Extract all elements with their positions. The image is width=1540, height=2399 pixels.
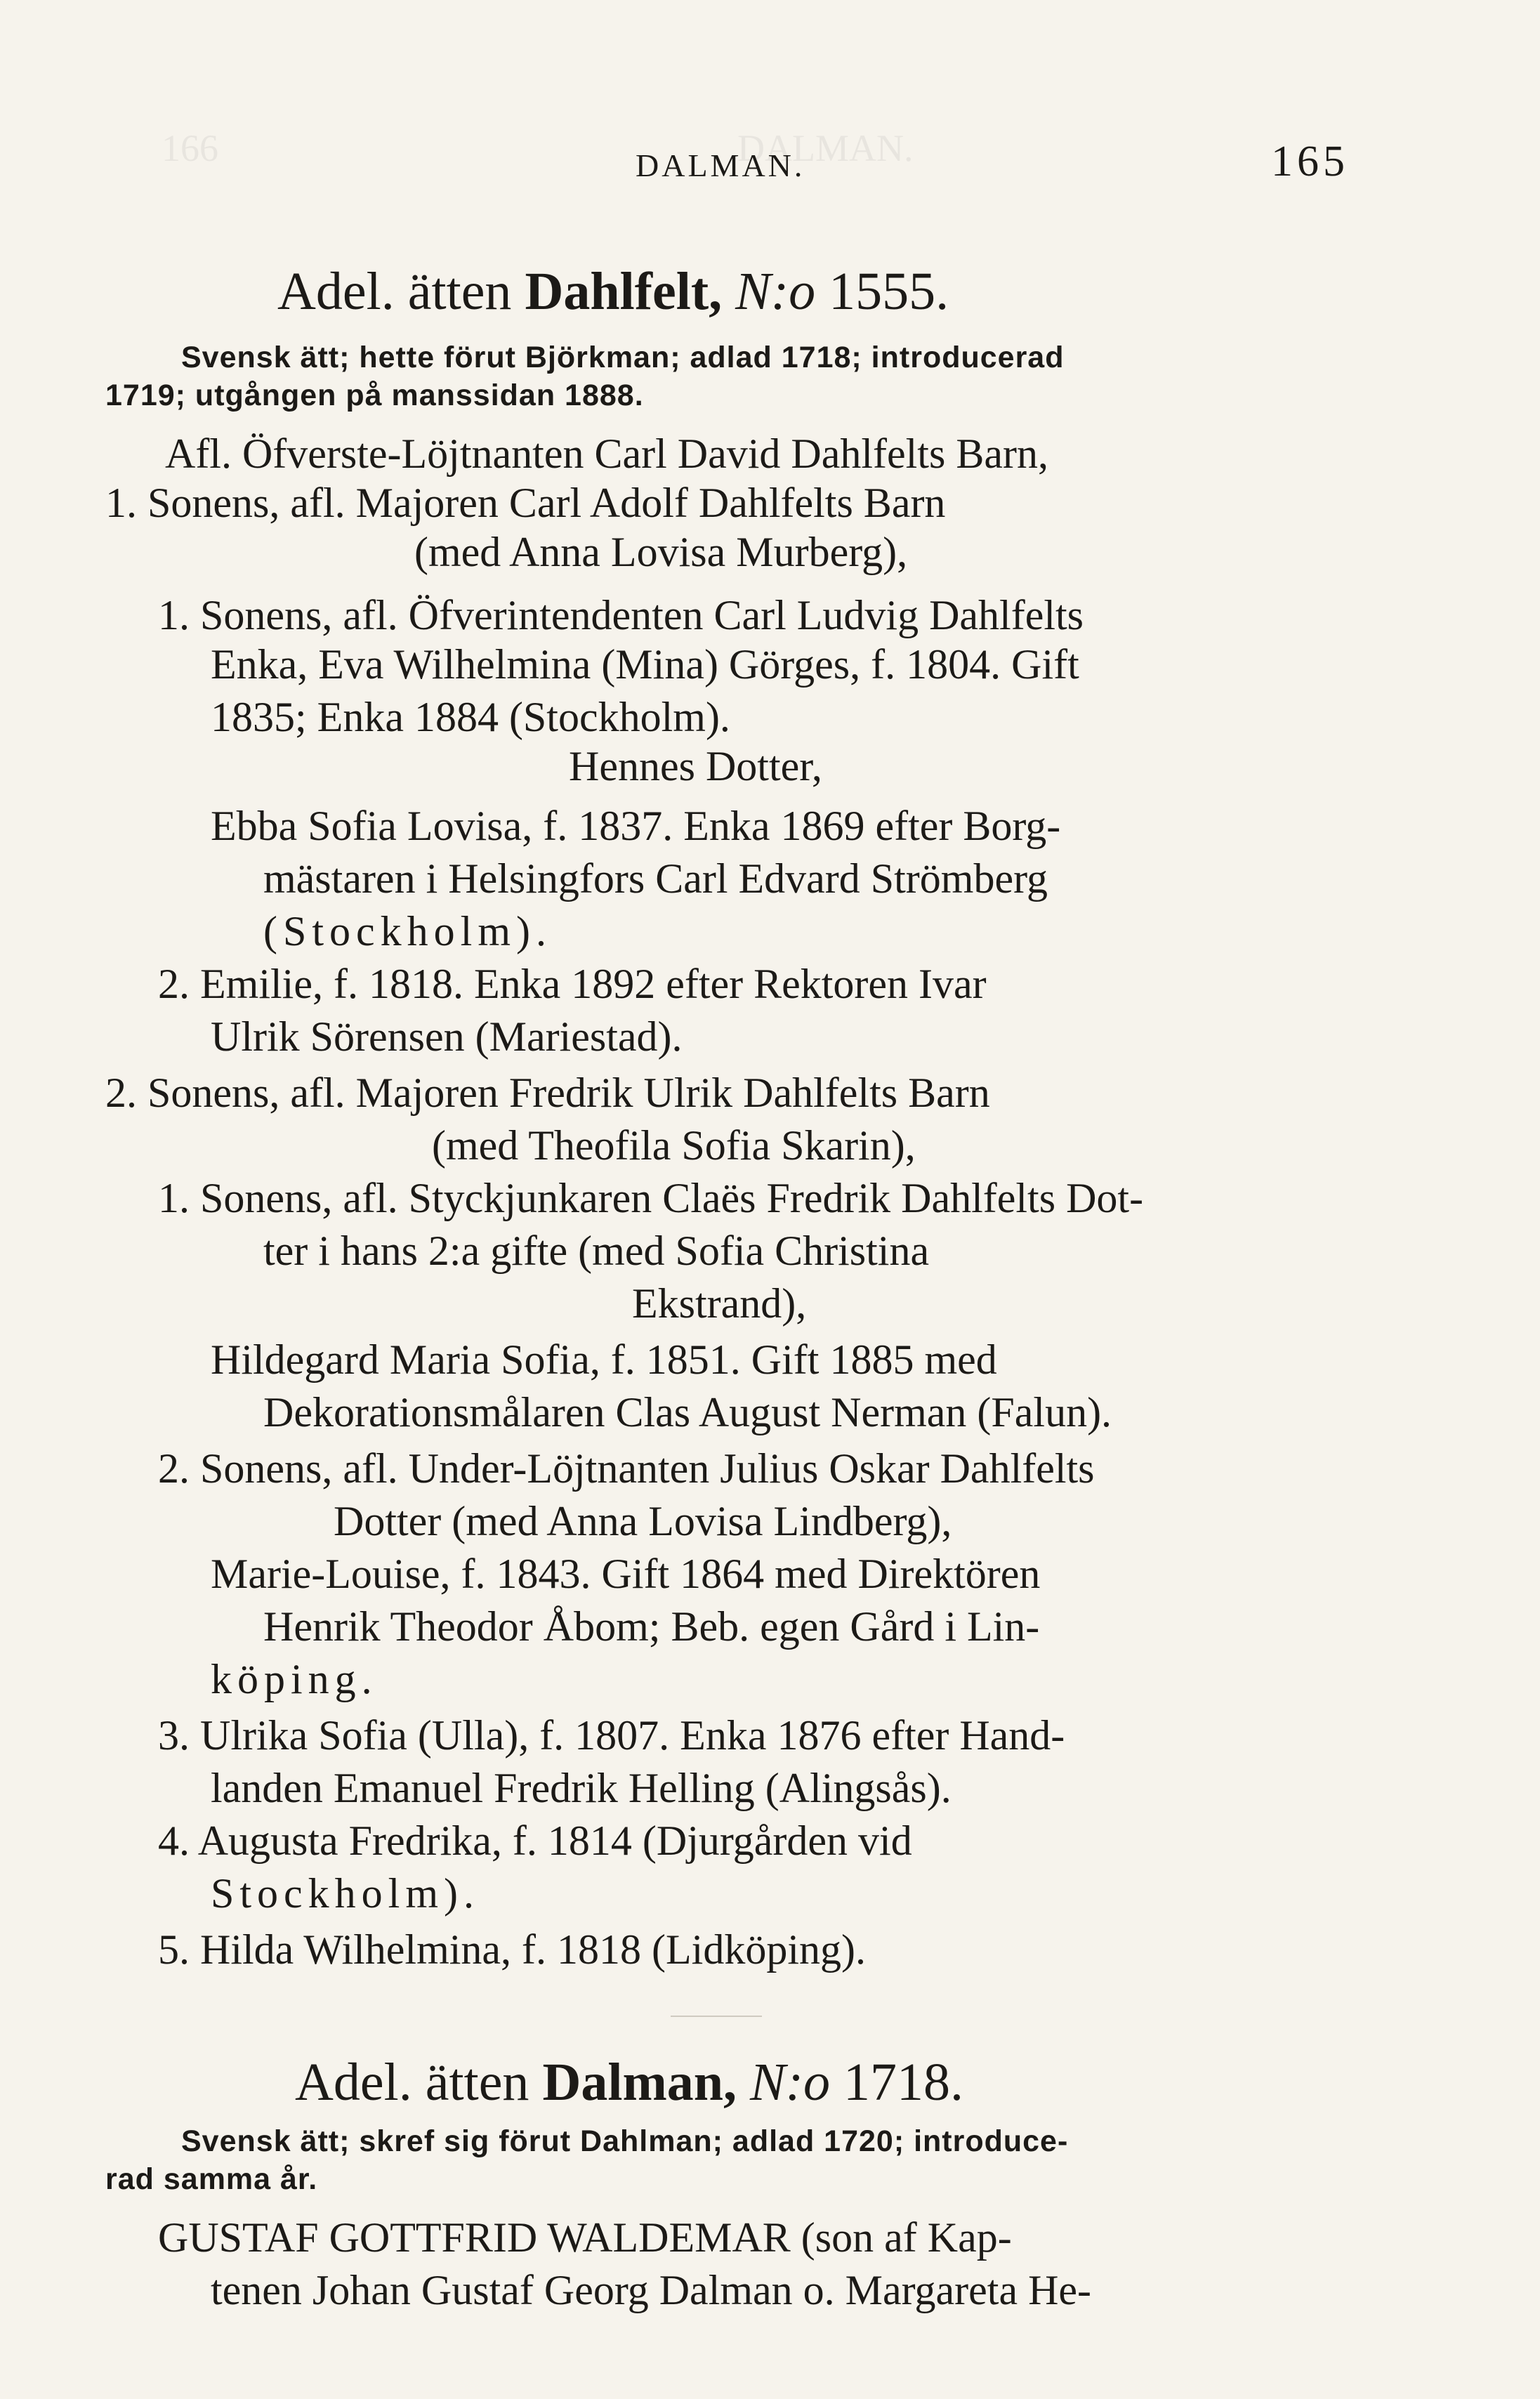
text-line: 1. Sonens, afl. Styckjunkaren Claës Fredrik Dahlfelts Dot- <box>158 1175 1144 1221</box>
number-label: N:o <box>735 262 816 321</box>
text-line: (Stockholm). <box>263 908 552 954</box>
page-number: 165 <box>1271 138 1349 185</box>
title-prefix: Adel. ätten <box>295 2053 543 2112</box>
family-name: Dahlfelt, <box>525 262 723 321</box>
text-line: 1. Sonens, afl. Öfverintendenten Carl Ludvig Dahlfelts <box>158 592 1084 638</box>
text-line: Henrik Theodor Åbom; Beb. egen Gård i Lin- <box>263 1603 1040 1650</box>
text-line: Stockholm). <box>211 1870 480 1917</box>
text-line: Hildegard Maria Sofia, f. 1851. Gift 1885 med <box>211 1336 997 1383</box>
family-number: 1718. <box>843 2053 964 2112</box>
text-line: Hennes Dotter, <box>569 743 822 789</box>
bleed-through-text: 166 <box>162 127 218 169</box>
text-line: Ulrik Sörensen (Mariestad). <box>211 1013 683 1060</box>
intro-line: Svensk ätt; skref sig förut Dahlman; adlad 1720; introduce- <box>181 2124 1069 2158</box>
text-line: GUSTAF GOTTFRID WALDEMAR (son af Kap- <box>158 2214 1012 2261</box>
section-title-dahlfelt <box>277 260 949 323</box>
text-line: 2. Sonens, afl. Majoren Fredrik Ulrik Dahlfelts Barn <box>105 1070 990 1116</box>
text-line: 4. Augusta Fredrika, f. 1814 (Djurgården vid <box>158 1818 912 1864</box>
text-line: (med Anna Lovisa Murberg), <box>414 529 908 575</box>
running-title: DALMAN. <box>636 147 805 183</box>
text-line: ter i hans 2:a gifte (med Sofia Christina <box>263 1228 930 1274</box>
family-number: 1555. <box>829 262 949 321</box>
section-divider <box>671 2016 762 2017</box>
number-label: N:o <box>750 2053 831 2112</box>
text-line: Dotter (med Anna Lovisa Lindberg), <box>334 1498 952 1544</box>
family-name: Dalman, <box>542 2053 737 2112</box>
text-line: mästaren i Helsingfors Carl Edvard Strömberg <box>263 855 1048 902</box>
text-line: 1. Sonens, afl. Majoren Carl Adolf Dahlfelts Barn <box>105 480 946 526</box>
intro-line: Svensk ätt; hette förut Björkman; adlad 1718; introducerad <box>181 341 1065 374</box>
text-line: 1835; Enka 1884 (Stockholm). <box>211 694 730 740</box>
text-line: Dekorationsmålaren Clas August Nerman (Falun). <box>263 1389 1112 1435</box>
text-line: (med Theofila Sofia Skarin), <box>432 1122 916 1169</box>
text-line: Enka, Eva Wilhelmina (Mina) Görges, f. 1804. Gift <box>211 641 1079 688</box>
title-prefix: Adel. ätten <box>277 262 525 321</box>
intro-line: 1719; utgången på manssidan 1888. <box>105 379 644 412</box>
section-title-dalman <box>295 2051 963 2114</box>
text-line: Ekstrand), <box>632 1280 807 1327</box>
text-line: Marie-Louise, f. 1843. Gift 1864 med Direktören <box>211 1551 1041 1597</box>
text-line: Afl. Öfverste-Löjtnanten Carl David Dahlfelts Barn, <box>165 430 1048 477</box>
text-line: Ebba Sofia Lovisa, f. 1837. Enka 1869 efter Borg- <box>211 803 1061 849</box>
text-line: landen Emanuel Fredrik Helling (Alingsås). <box>211 1765 952 1811</box>
intro-line: rad samma år. <box>105 2162 318 2196</box>
text-line: köping. <box>211 1656 378 1702</box>
bleed-through-text: DALMAN. <box>737 127 914 169</box>
text-line: 5. Hilda Wilhelmina, f. 1818 (Lidköping). <box>158 1926 866 1973</box>
text-line: 2. Sonens, afl. Under-Löjtnanten Julius Oskar Dahlfelts <box>158 1445 1095 1492</box>
text-line: 2. Emilie, f. 1818. Enka 1892 efter Rektoren Ivar <box>158 961 987 1007</box>
text-line: 3. Ulrika Sofia (Ulla), f. 1807. Enka 1876 efter Hand- <box>158 1712 1065 1759</box>
text-line: tenen Johan Gustaf Georg Dalman o. Margareta He- <box>211 2267 1092 2313</box>
